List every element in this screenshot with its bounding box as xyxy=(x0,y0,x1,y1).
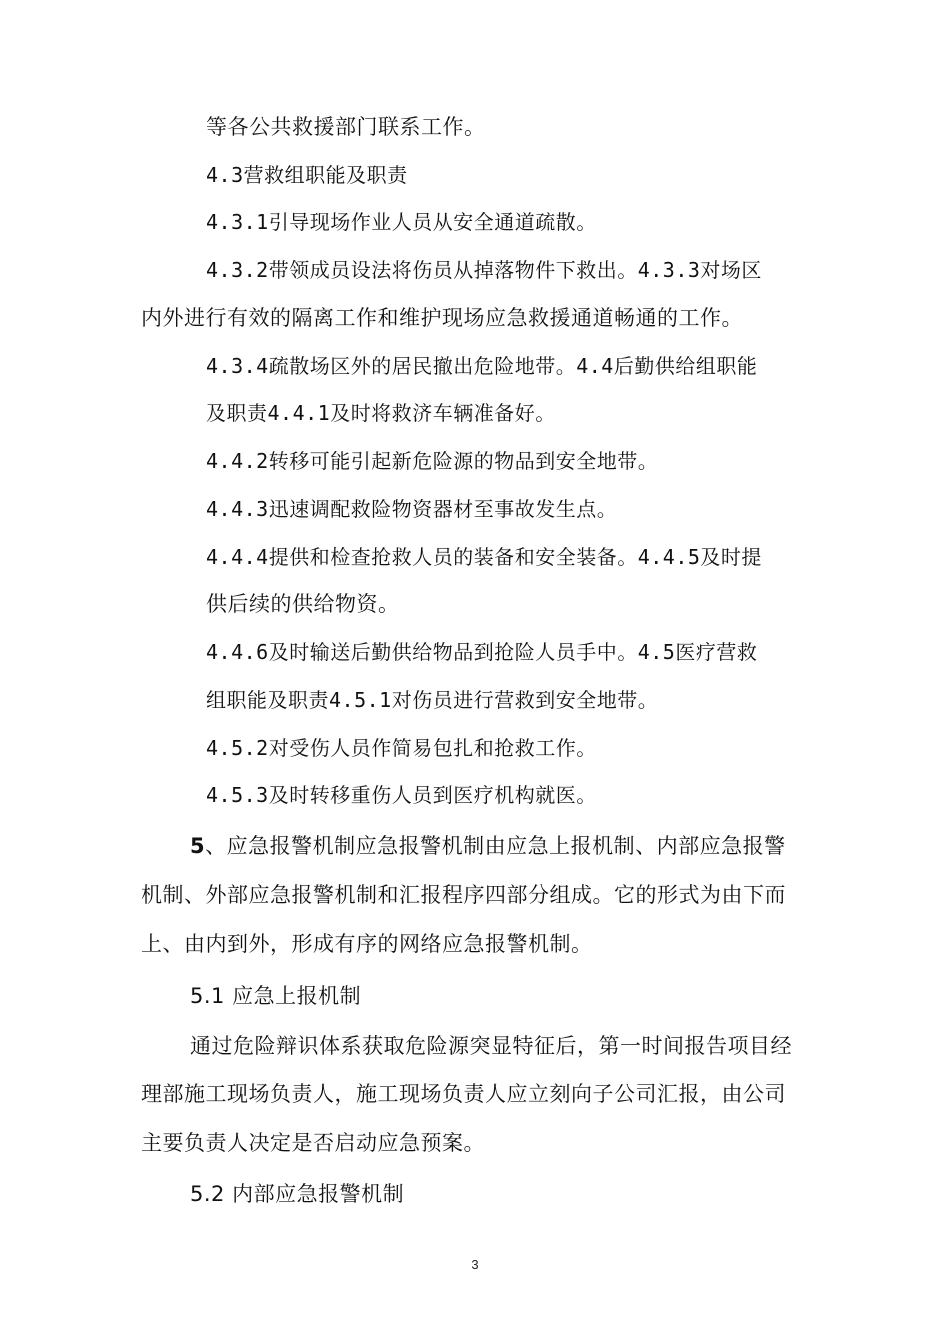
text-line: 4.3营救组职能及职责 xyxy=(206,163,408,187)
section-5-1-heading xyxy=(190,981,361,1011)
section-number: 5 xyxy=(190,834,206,858)
text-line: 机制、外部应急报警机制和汇报程序四部分组成。它的形式为由下而 xyxy=(141,883,786,907)
text-line: 及职责4.4.1及时将救济车辆准备好。 xyxy=(206,401,556,425)
text-line: 等各公共救援部门联系工作。 xyxy=(206,115,486,139)
text-line: 供后续的供给物资。 xyxy=(206,592,400,616)
text-line: 通过危险辩识体系获取危险源突显特征后，第一时间报告项目经 xyxy=(190,1034,792,1058)
text-line: 4.5.3及时转移重伤人员到医疗机构就医。 xyxy=(206,783,597,807)
section-number: 5.1 xyxy=(190,984,225,1008)
text-line: 4.4.6及时输送后勤供给物品到抢险人员手中。4.5医疗营救 xyxy=(206,640,758,664)
text-line: 4.4.2转移可能引起新危险源的物品到安全地带。 xyxy=(206,449,659,473)
text-line: 内外进行有效的隔离工作和维护现场应急救援通道畅通的工作。 xyxy=(141,306,743,330)
text-line: 4.3.4疏散场区外的居民撤出危险地带。4.4后勤供给组职能 xyxy=(206,354,758,378)
text-line: 4.3.1引导现场作业人员从安全通道疏散。 xyxy=(206,210,597,234)
text-line: 组职能及职责4.5.1对伤员进行营救到安全地带。 xyxy=(206,688,659,712)
text-line: 4.4.3迅速调配救险物资器材至事故发生点。 xyxy=(206,497,618,521)
section-5-heading-line xyxy=(190,831,786,861)
text-line: 4.4.4提供和检查抢救人员的装备和安全装备。4.4.5及时提 xyxy=(206,545,762,569)
section-5-2-heading xyxy=(190,1179,404,1209)
text-line: 4.3.2带领成员设法将伤员从掉落物件下救出。4.3.3对场区 xyxy=(206,258,762,282)
section-title: 应急上报机制 xyxy=(232,984,362,1008)
section-title: 内部应急报警机制 xyxy=(232,1182,405,1206)
page-number: 3 xyxy=(471,1257,479,1272)
text-line: 上、由内到外，形成有序的网络应急报警机制。 xyxy=(141,932,593,956)
text-line: 主要负责人决定是否启动应急预案。 xyxy=(141,1131,485,1155)
section-number: 5.2 xyxy=(190,1182,225,1206)
text-line: 4.5.2对受伤人员作简易包扎和抢救工作。 xyxy=(206,736,597,760)
text-line: 理部施工现场负责人，施工现场负责人应立刻向子公司汇报，由公司 xyxy=(141,1082,786,1106)
section-text: 、应急报警机制应急报警机制由应急上报机制、内部应急报警 xyxy=(205,834,786,858)
